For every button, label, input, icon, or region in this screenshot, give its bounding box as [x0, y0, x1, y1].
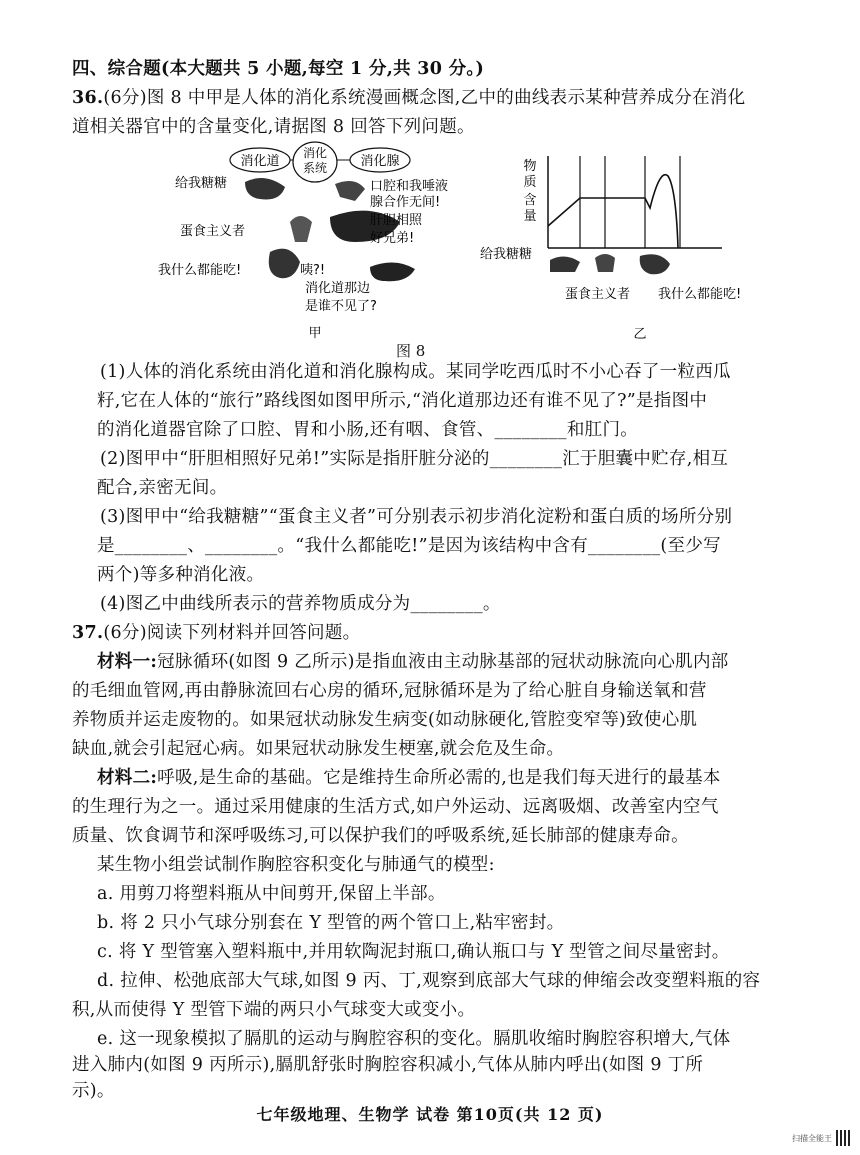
q37-m1b: 的毛细血管网,再由静脉流回右心房的循环,冠脉循环是为了给心脏自身输送氧和营 [72, 681, 707, 701]
speech-missing1: 消化道那边 [305, 281, 371, 296]
q37-m2b: 的生理行为之一。通过采用健康的生活方式,如户外运动、远离吸烟、改善室内空气 [72, 797, 719, 817]
q36-p4: (4)图乙中曲线所表示的营养物质成分为________。 [100, 594, 501, 614]
bubble-digestive-tract: 消化道 [240, 154, 280, 169]
bubble-digestive-system: 消化 [302, 146, 328, 160]
material2-label: 材料二: [97, 768, 158, 788]
qr-code-icon [836, 1130, 852, 1146]
material1-label: 材料一: [97, 652, 158, 672]
q37-step-e2: 进入肺内(如图 9 丙所示),膈肌舒张时胸腔容积减小,气体从肺内呼出(如图 9 丁所 [72, 1055, 704, 1075]
svg-text:系统: 系统 [302, 161, 328, 175]
figure-right-label: 乙 [633, 327, 647, 342]
speech-liver2: 好兄弟! [370, 231, 415, 246]
q37-step-b: b. 将 2 只小气球分别套在 Y 型管的两个管口上,粘牢密封。 [97, 913, 565, 933]
q36-p1a: (1)人体的消化系统由消化道和消化腺构成。某同学吃西瓜时不小心吞了一粒西瓜 [100, 362, 731, 382]
q36-p3b: 是________、________。“我什么都能吃!”是因为该结构中含有________(至少写 [97, 536, 721, 556]
bubble-digestive-gland: 消化腺 [360, 154, 400, 169]
q36-p2a: (2)图甲中“肝胆相照好兄弟!”实际是指肝脏分泌的________汇于胆囊中贮存,相互 [100, 449, 729, 469]
q37-m1a-line [97, 647, 729, 677]
q37-m1d: 缺血,就会引起冠心病。如果冠状动脉发生梗塞,就会危及生命。 [72, 739, 565, 759]
q37-number: 37. [72, 623, 104, 643]
figure-8-caption: 图 8 [396, 342, 426, 360]
q37-title: (6分)阅读下列材料并回答问题。 [103, 623, 361, 643]
q36-text1: (6分)图 8 中甲是人体的消化系统漫画概念图,乙中的曲线表示某种营养成分在消化 [103, 88, 746, 108]
q37-step-d1: d. 拉伸、松弛底部大气球,如图 9 丙、丁,观察到底部大气球的伸缩会改变塑料瓶的容 [97, 971, 761, 991]
speech-sugar: 给我糖糖 [175, 176, 228, 191]
q37-m2a-line [97, 763, 721, 793]
speech-liver1: 肝胆相照 [370, 213, 423, 228]
speech-huh: 咦?! [300, 263, 326, 278]
graph-ylabel-3: 量 [523, 209, 537, 224]
q36-line1 [72, 83, 745, 113]
q36-p1b: 籽,它在人体的“旅行”路线图如图甲所示,“消化道那边还有谁不见了?”是指图中 [97, 391, 708, 411]
speech-missing2: 是谁不见了? [305, 299, 377, 314]
speech-all: 我什么都能吃! [158, 263, 242, 278]
figure-8-right [480, 148, 742, 342]
graph-all: 我什么都能吃! [658, 287, 742, 302]
scanner-watermark: 扫描全能王 [792, 1134, 832, 1143]
q36-line2: 道相关器官中的含量变化,请据图 8 回答下列问题。 [72, 117, 475, 137]
figure-8-left [150, 142, 450, 342]
graph-sugar: 给我糖糖 [480, 247, 533, 262]
graph-egg: 蛋食主义者 [565, 287, 631, 302]
q36-number: 36. [72, 88, 104, 108]
graph-ylabel-0: 物 [523, 159, 537, 174]
q37-m1a: 冠脉循环(如图 9 乙所示)是指血液由主动脉基部的冠状动脉流向心肌内部 [157, 652, 729, 672]
q37-step-e1: e. 这一现象模拟了膈肌的运动与胸腔容积的变化。膈肌收缩时胸腔容积增大,气体 [97, 1029, 731, 1049]
figure-left-label: 甲 [308, 326, 322, 341]
q37-title-line [72, 618, 360, 648]
q37-m1c: 养物质并运走废物的。如果冠状动脉发生病变(如动脉硬化,管腔变窄等)致使心肌 [72, 710, 698, 730]
graph-ylabel-1: 质 [523, 175, 537, 190]
q37-step-d2: 积,从而使得 Y 型管下端的两只小气球变大或变小。 [72, 1000, 476, 1020]
speech-mouth2: 腺合作无间! [370, 195, 441, 210]
page-footer: 七年级地理、生物学 试卷 第10页(共 12 页) [256, 1105, 604, 1124]
q37-step-e3: 示)。 [72, 1081, 115, 1101]
section-heading: 四、综合题(本大题共 5 小题,每空 1 分,共 30 分。) [72, 59, 485, 79]
speech-egg: 蛋食主义者 [180, 224, 246, 239]
q37-step-c: c. 将 Y 型管塞入塑料瓶中,并用软陶泥封瓶口,确认瓶口与 Y 型管之间尽量密封。 [97, 942, 730, 962]
q36-p3c: 两个)等多种消化液。 [97, 565, 265, 585]
q37-m2c: 质量、饮食调节和深呼吸练习,可以保护我们的呼吸系统,延长肺部的健康寿命。 [72, 826, 689, 846]
q36-p3a: (3)图甲中“给我糖糖”“蛋食主义者”可分别表示初步消化淀粉和蛋白质的场所分别 [100, 507, 733, 527]
graph-ylabel-2: 含 [523, 193, 537, 208]
q36-p1c: 的消化道器官除了口腔、胃和小肠,还有咽、食管、________和肛门。 [97, 420, 639, 440]
q37-model: 某生物小组尝试制作胸腔容积变化与肺通气的模型: [97, 855, 495, 875]
q37-m2a: 呼吸,是生命的基础。它是维持生命所必需的,也是我们每天进行的最基本 [157, 768, 721, 788]
q36-p2b: 配合,亲密无间。 [97, 478, 228, 498]
speech-mouth1: 口腔和我唾液 [370, 179, 449, 194]
q37-step-a: a. 用剪刀将塑料瓶从中间剪开,保留上半部。 [97, 884, 446, 904]
